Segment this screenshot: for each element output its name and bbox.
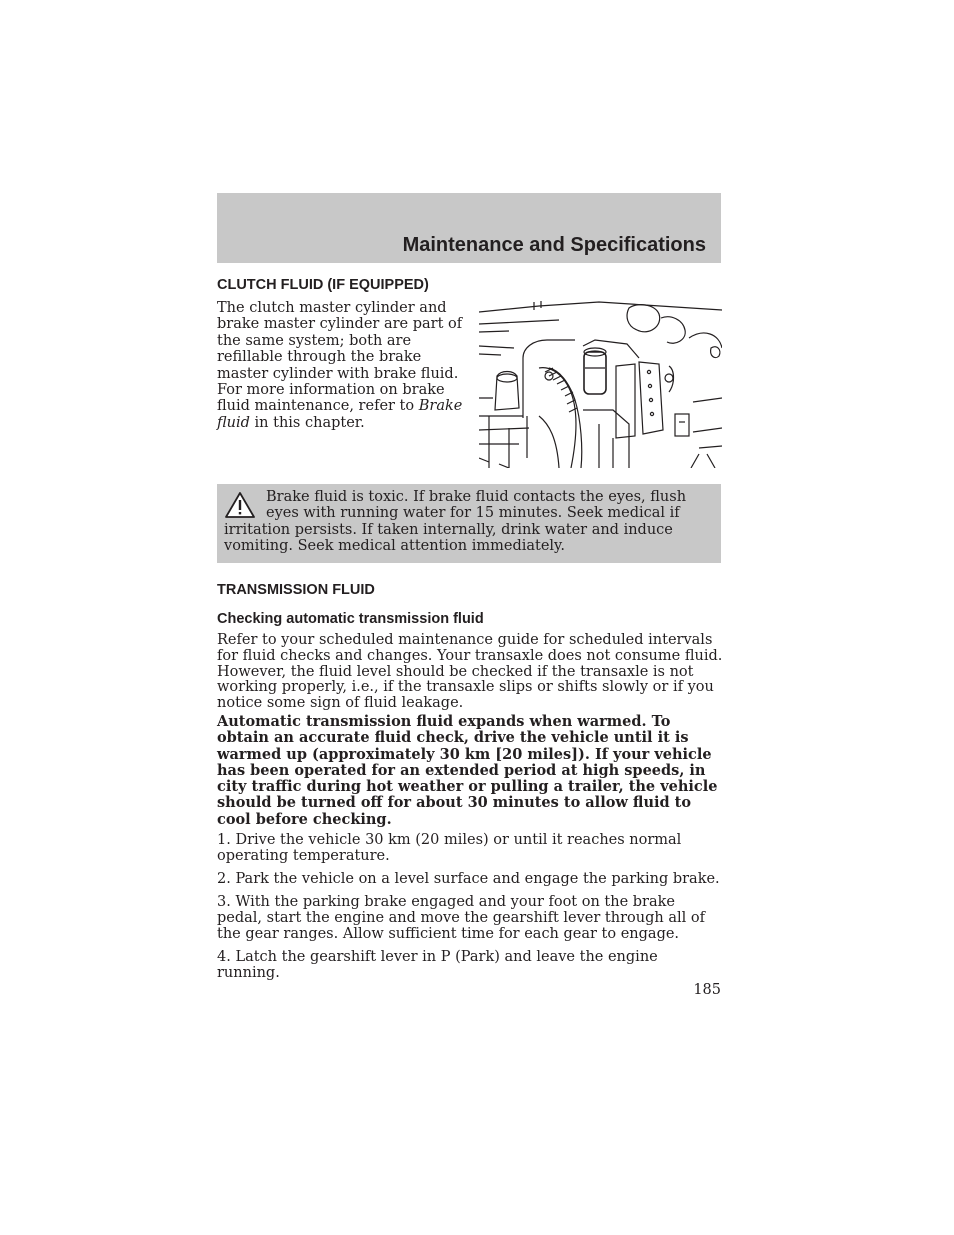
- step-4: 4. Latch the gearshift lever in P (Park) and leave the engine running.: [217, 949, 658, 981]
- clutch-fluid-paragraph: [217, 300, 472, 431]
- chapter-title: Maintenance and Specifications: [402, 234, 706, 256]
- warning-box: [217, 484, 721, 563]
- clutch-body-text-end: in this chapter.: [249, 414, 365, 431]
- step-2: 2. Park the vehicle on a level surface and engage the parking brake.: [217, 871, 720, 887]
- section-title-transmission-fluid: TRANSMISSION FLUID: [217, 582, 375, 598]
- section-title-clutch-fluid: CLUTCH FLUID (IF EQUIPPED): [217, 277, 429, 293]
- step-3: 3. With the parking brake engaged and your foot on the brake pedal, start the engine and move the gearshift lever through all of the gear ranges. Allow sufficient time for each gear to engage.: [217, 894, 705, 942]
- page-number: 185: [693, 982, 721, 998]
- transmission-intro-paragraph: Refer to your scheduled maintenance guide for scheduled intervals for fluid checks and changes. Your transaxle does not consume fluid. However, the fluid level should be checked if the transaxle is not working properly, i.e., if the transaxle slips or shifts slowly or if you notice some sign of fluid leakage.: [217, 632, 723, 712]
- subsection-title-checking-atf: Checking automatic transmission fluid: [217, 611, 484, 627]
- warning-text: Brake fluid is toxic. If brake fluid contacts the eyes, flush eyes with running water for 15 minutes. Seek medical if irritation persists. If taken internally, drink water and induce vomiting. Seek medical attention immediately.: [224, 489, 687, 554]
- warning-text-block: [224, 489, 694, 554]
- brake-master-cylinder-illustration: [479, 298, 722, 468]
- step-1: 1. Drive the vehicle 30 km (20 miles) or until it reaches normal operating temperature.: [217, 832, 682, 864]
- brake-fluid-reference: Brake fluid: [217, 398, 463, 431]
- chapter-header: [217, 193, 721, 263]
- transmission-caution-paragraph: Automatic transmission fluid expands when warmed. To obtain an accurate fluid check, drive the vehicle until it is warmed up (approximately 30 km [20 miles]). If your vehicle has been operated for an extended period at high speeds, in city traffic during hot weather or pulling a trailer, the vehicle should be turned off for about 30 minutes to allow fluid to cool before checking.: [217, 713, 718, 828]
- clutch-body-text: The clutch master cylinder and brake master cylinder are part of the same system; both are refillable through the brake master cylinder with brake fluid. For more information on brake fluid maintenance, refer to: [217, 300, 463, 415]
